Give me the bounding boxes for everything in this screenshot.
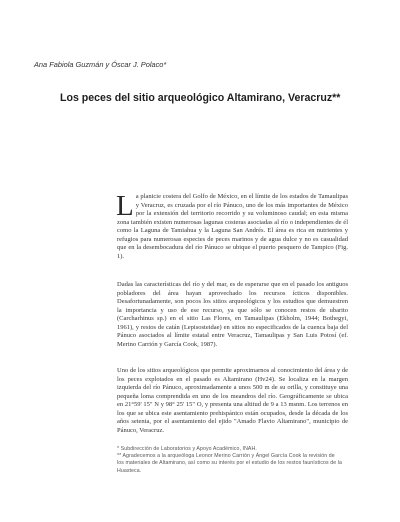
article-title: Los peces del sitio arqueológico Altamirano, Veracruz**: [60, 92, 341, 104]
footnote-line: ** Agradecemos a la arqueóloga Leonor Merino Carrión y Ángel García Cook la revisión de: [117, 453, 335, 460]
paragraph-1: [116, 190, 348, 261]
paragraph-2: [117, 281, 348, 349]
paragraph-3: [117, 367, 348, 435]
drop-cap: L: [116, 190, 134, 222]
paragraph-2-text: Dadas las características del río y del mar, es de esperarse que en el pasado los antiguos pobladores del área hayan aprovechado los recursos ícticos disponibles. Desafortunadamente, son pocos los sitios arqueológicos y los estudios que demuestren la importancia y uso de ese recurso, ya que sólo se conocen restos de ubarito (Carcharhinus sp.) en el sitio Las Flores, en Tamaulipas (Ekholm, 1944; Bothegyi, 1961), y restos de catán (Lepisosteidae) en sitios no especificados de la cuenca baja del Pánuco asociados al límite estatal entre Veracruz, Tamaulipas y San Luis Potosí (ef. Merino Carrión y García Cook, 1987).: [117, 281, 348, 348]
footnote-line: Huasteca.: [117, 467, 142, 474]
authors-line: Ana Fabiola Guzmán y Óscar J. Polaco*: [34, 60, 167, 69]
footnote-line: los materiales de Altamirano, así como su interés por el estudio de los restos faunísticos de la: [117, 460, 342, 467]
footnote: [117, 446, 348, 475]
paragraph-1-text: a planicie costera del Golfo de México, en el límite de los estados de Tamaulipas y Veracruz, es cruzada por el río Pánuco, uno de los más importantes de México por la extensión del territorio recorrido y su voluminoso caudal; en esta misma zona también existen numerosas lagunas costeras asociadas al río o independientes de él como la Laguna de Tamiahua y la Laguna San Andrés. El área es rica en nutrientes y refugios para numerosas especies de peces marinos y de agua dulce y no es casualidad que en la desembocadura del río Pánuco se ubique el puerto pesquero de Tampico (Fig. 1).: [117, 193, 348, 260]
footnote-line: * Subdirección de Laboratorios y Apoyo Académico, INAH.: [117, 446, 257, 452]
paragraph-3-text: Uno de los sitios arqueológicos que permite aproximarnos al conocimiento del área y de los peces explotados en el pasado es Altamirano (Hv24). Se localiza en la margen izquierda del río Pánuco, aproximadamente a unos 500 m de su orilla, y constituye una pequeña loma comprendida en uno de los meandros del río. Geográficamente se ubica en 21°59' 15" N y 98° 25' 15" O, y presenta una altitud de 9 a 13 msnm. Los terrenos en los que se ubica este asentamiento prehispánico están ocupados, desde la década de los años setenta, por el asentamiento del ejido "Amado Flavio Altamirano", municipio de Pánuco, Veracruz.: [117, 367, 348, 434]
